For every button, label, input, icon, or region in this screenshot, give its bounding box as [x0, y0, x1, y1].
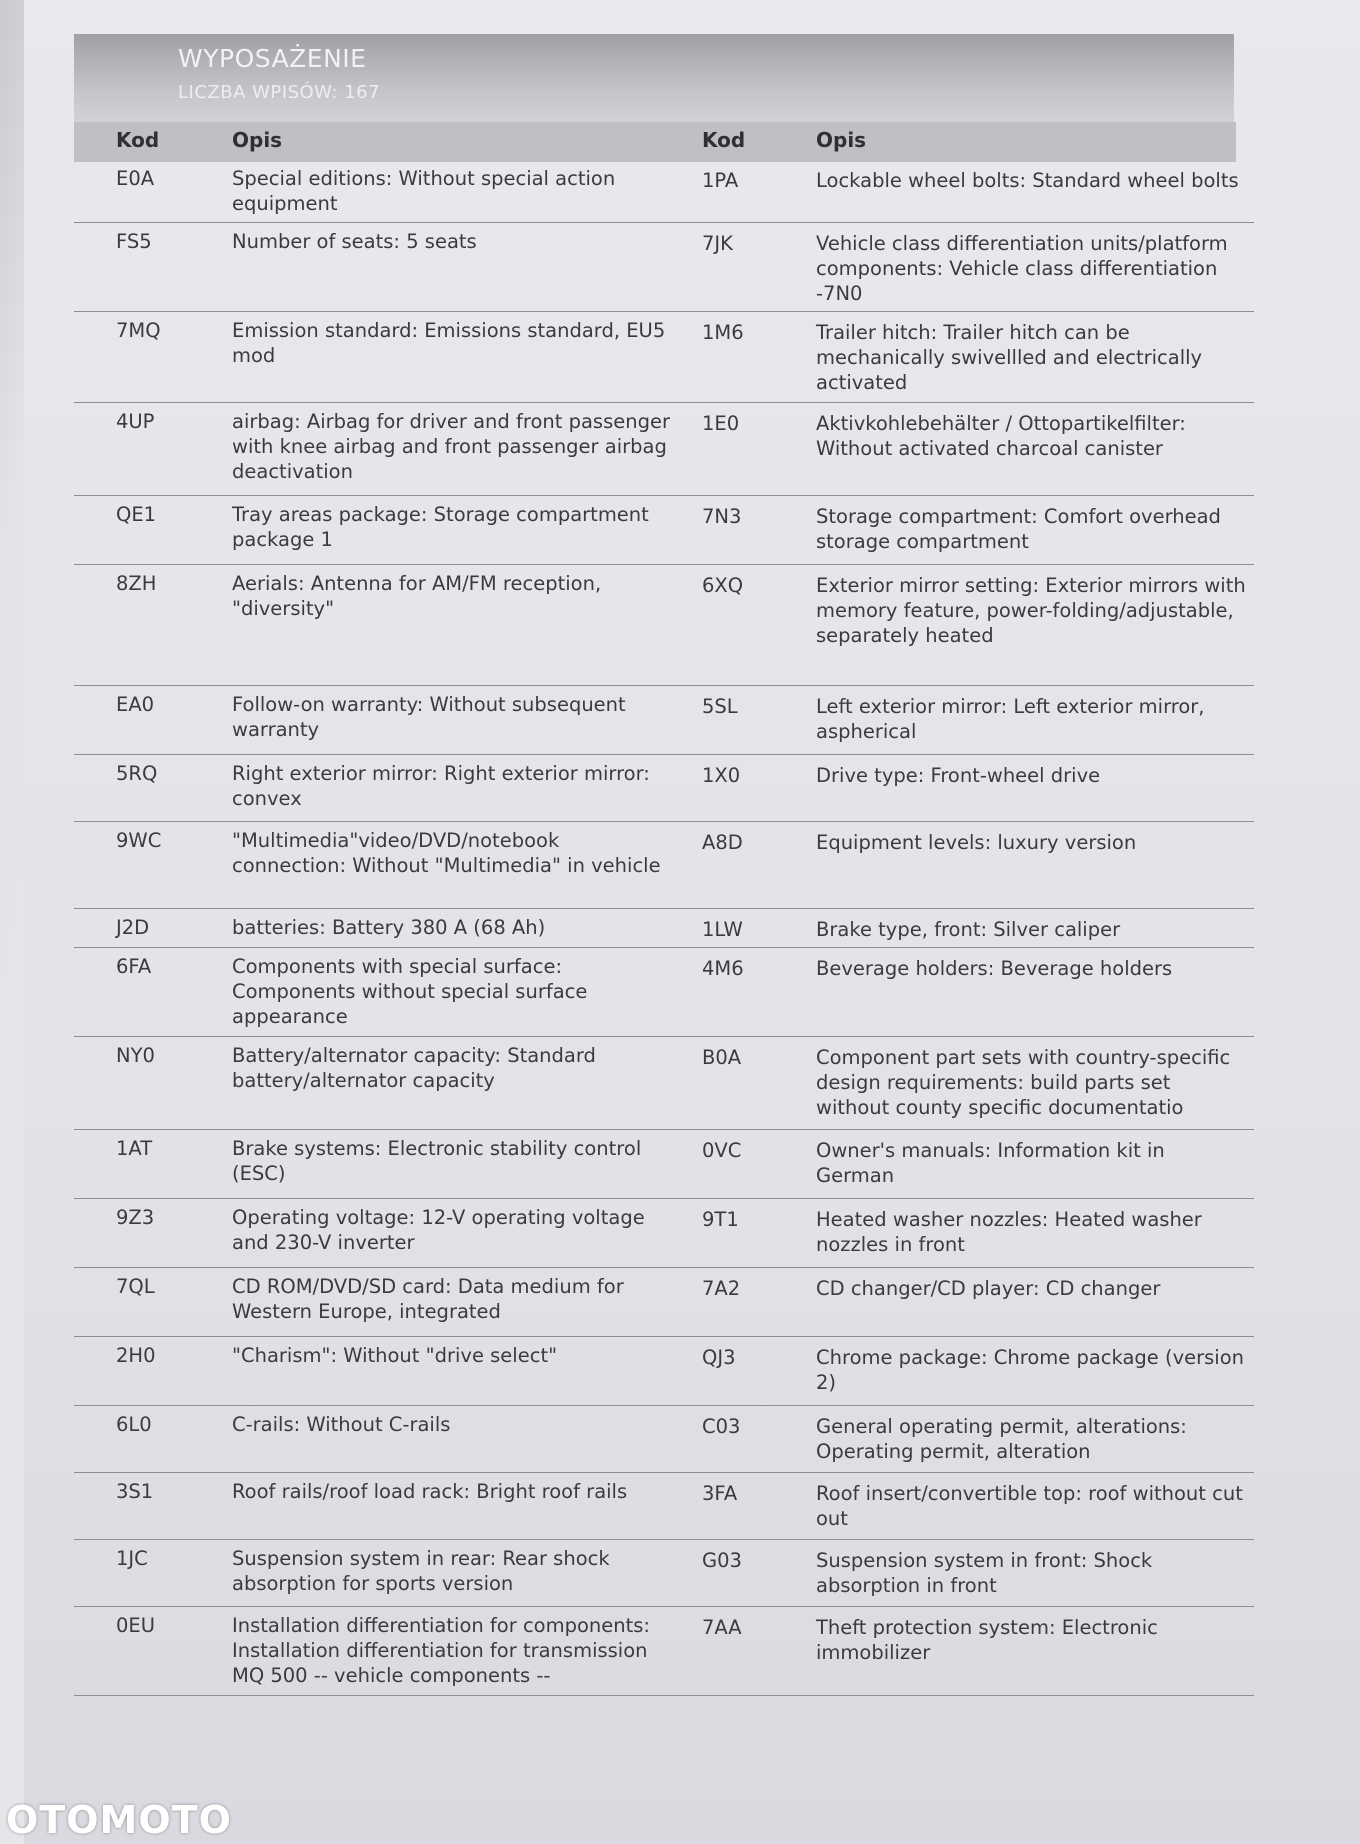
code-cell: 7JK [702, 232, 733, 255]
code-cell: FS5 [116, 230, 152, 253]
description-cell: Beverage holders: Beverage holders [816, 957, 1173, 980]
code-cell: J2D [116, 916, 150, 939]
column-header-description: Opis [232, 128, 283, 152]
code-cell: NY0 [116, 1044, 155, 1067]
code-cell: 2H0 [116, 1344, 156, 1367]
table-row [74, 822, 1254, 909]
code-cell: C03 [702, 1415, 741, 1438]
code-cell: 6XQ [702, 574, 744, 597]
code-cell: 7QL [116, 1275, 155, 1298]
page-title: WYPOSAŻENIE [178, 44, 367, 73]
description-cell: Owner's manuals: Information kit in German [816, 1139, 1165, 1187]
table-row [74, 1337, 1254, 1406]
description-cell: Brake systems: Electronic stability control (ESC) [232, 1137, 642, 1185]
table-row [74, 1473, 1254, 1540]
table-row [74, 496, 1254, 565]
description-cell: Right exterior mirror: Right exterior mirror: convex [232, 762, 650, 810]
table-row [74, 948, 1254, 1037]
code-cell: 4UP [116, 410, 155, 433]
code-cell: EA0 [116, 693, 155, 716]
description-cell: Tray areas package: Storage compartment package 1 [232, 503, 649, 551]
code-cell: 1AT [116, 1137, 153, 1160]
table-row [74, 160, 1254, 223]
table-row [74, 1037, 1254, 1130]
description-cell: General operating permit, alterations: Operating permit, alteration [816, 1415, 1187, 1463]
code-cell: 9WC [116, 829, 162, 852]
description-cell: airbag: Airbag for driver and front passenger with knee airbag and front passenger airbag deactivation [232, 410, 670, 483]
table-row [74, 909, 1254, 948]
code-cell: 3S1 [116, 1480, 154, 1503]
code-cell: 1M6 [702, 321, 744, 344]
table-row [74, 223, 1254, 312]
code-cell: 9T1 [702, 1208, 739, 1231]
table-row [74, 686, 1254, 755]
description-cell: Component part sets with country-specific design requirements: build parts set without county specific documentatio [816, 1046, 1231, 1119]
code-cell: B0A [702, 1046, 742, 1069]
code-cell: 1PA [702, 169, 739, 192]
code-cell: 1X0 [702, 764, 741, 787]
table-row [74, 1540, 1254, 1607]
table-row [74, 1130, 1254, 1199]
column-header-row [74, 122, 1236, 162]
description-cell: Heated washer nozzles: Heated washer nozzles in front [816, 1208, 1202, 1256]
description-cell: Trailer hitch: Trailer hitch can be mechanically swivellled and electrically activated [816, 321, 1203, 394]
description-cell: Special editions: Without special action equipment [232, 167, 616, 215]
code-cell: QJ3 [702, 1346, 736, 1369]
code-cell: 0EU [116, 1614, 155, 1637]
description-cell: Vehicle class differentiation units/platform components: Vehicle class differentiation -7N0 [816, 232, 1228, 305]
code-cell: 7AA [702, 1616, 742, 1639]
code-cell: 1E0 [702, 412, 740, 435]
table-row [74, 1406, 1254, 1473]
code-cell: 6L0 [116, 1413, 152, 1436]
equipment-table [74, 160, 1254, 1696]
code-cell: 3FA [702, 1482, 738, 1505]
description-cell: Drive type: Front-wheel drive [816, 764, 1101, 787]
description-cell: Suspension system in front: Shock absorption in front [816, 1549, 1153, 1597]
description-cell: "Charism": Without "drive select" [232, 1344, 558, 1367]
description-cell: Lockable wheel bolts: Standard wheel bolts [816, 169, 1239, 192]
code-cell: 1JC [116, 1547, 148, 1570]
code-cell: 5RQ [116, 762, 158, 785]
code-cell: E0A [116, 167, 155, 190]
description-cell: Components with special surface: Components without special surface appearance [232, 955, 588, 1028]
code-cell: 7MQ [116, 319, 161, 342]
code-cell: 8ZH [116, 572, 157, 595]
description-cell: Roof insert/convertible top: roof without cut out [816, 1482, 1243, 1530]
column-header-code-2: Kod [702, 128, 746, 152]
description-cell: Aerials: Antenna for AM/FM reception, "diversity" [232, 572, 602, 620]
description-cell: Roof rails/roof load rack: Bright roof rails [232, 1480, 628, 1503]
table-row [74, 403, 1254, 496]
description-cell: C-rails: Without C-rails [232, 1413, 451, 1436]
entry-count: LICZBA WPISÓW: 167 [178, 82, 381, 103]
code-cell: 7A2 [702, 1277, 741, 1300]
description-cell: Operating voltage: 12-V operating voltage and 230-V inverter [232, 1206, 645, 1254]
code-cell: 9Z3 [116, 1206, 155, 1229]
description-cell: Equipment levels: luxury version [816, 831, 1137, 854]
description-cell: CD changer/CD player: CD changer [816, 1277, 1161, 1300]
code-cell: QE1 [116, 503, 157, 526]
table-row [74, 565, 1254, 686]
description-cell: batteries: Battery 380 A (68 Ah) [232, 916, 546, 939]
table-row [74, 1268, 1254, 1337]
description-cell: Exterior mirror setting: Exterior mirrors with memory feature, power-folding/adjustable, separately heated [816, 574, 1246, 647]
description-cell: Installation differentiation for components: Installation differentiation for transmission MQ 500 -- vehicle components -- [232, 1614, 650, 1687]
description-cell: Follow-on warranty: Without subsequent warranty [232, 693, 626, 741]
description-cell: Suspension system in rear: Rear shock absorption for sports version [232, 1547, 610, 1595]
column-header-code: Kod [116, 128, 160, 152]
description-cell: Chrome package: Chrome package (version 2) [816, 1346, 1245, 1394]
code-cell: 7N3 [702, 505, 742, 528]
description-cell: Emission standard: Emissions standard, EU5 mod [232, 319, 666, 367]
description-cell: Theft protection system: Electronic immobilizer [816, 1616, 1158, 1664]
description-cell: CD ROM/DVD/SD card: Data medium for Western Europe, integrated [232, 1275, 624, 1323]
code-cell: 5SL [702, 695, 738, 718]
code-cell: 6FA [116, 955, 152, 978]
column-header-description-2: Opis [816, 128, 867, 152]
table-row [74, 755, 1254, 822]
code-cell: A8D [702, 831, 743, 854]
description-cell: Battery/alternator capacity: Standard battery/alternator capacity [232, 1044, 596, 1092]
table-row [74, 1607, 1254, 1696]
description-cell: Storage compartment: Comfort overhead storage compartment [816, 505, 1221, 553]
code-cell: 1LW [702, 918, 743, 941]
table-row [74, 312, 1254, 403]
description-cell: Left exterior mirror: Left exterior mirror, aspherical [816, 695, 1205, 743]
description-cell: Aktivkohlebehälter / Ottopartikelfilter: Without activated charcoal canister [816, 412, 1186, 460]
table-row [74, 1199, 1254, 1268]
code-cell: 0VC [702, 1139, 742, 1162]
description-cell: Number of seats: 5 seats [232, 230, 477, 253]
description-cell: Brake type, front: Silver caliper [816, 918, 1121, 941]
code-cell: G03 [702, 1549, 742, 1572]
description-cell: "Multimedia"video/DVD/notebook connection: Without "Multimedia" in vehicle [232, 829, 661, 877]
otomoto-watermark-logo: OTOMOTO [6, 1798, 232, 1842]
code-cell: 4M6 [702, 957, 744, 980]
